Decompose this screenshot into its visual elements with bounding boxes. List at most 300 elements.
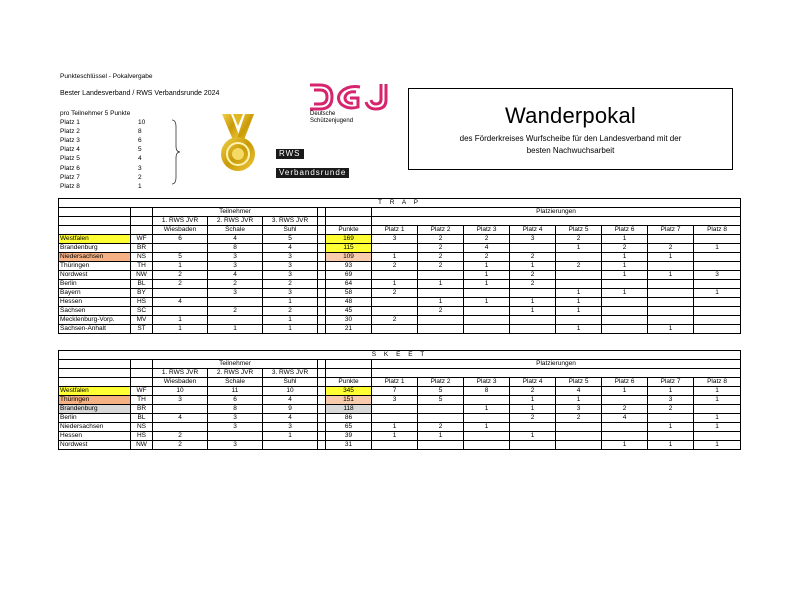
round-title: 3. RWS JVR [263, 369, 318, 378]
platz-count-cell: 3 [372, 235, 418, 244]
lv-code-cell: BY [131, 289, 153, 298]
platz-count-cell [648, 316, 694, 325]
round-participants-cell: 3 [263, 423, 318, 432]
spacer-cell [318, 298, 326, 307]
punkte-cell: 109 [326, 253, 372, 262]
punkte-header: Punkte [326, 226, 372, 235]
punkte-cell: 65 [326, 423, 372, 432]
punkte-cell: 30 [326, 316, 372, 325]
platz-header: Platz 3 [464, 226, 510, 235]
spacer-cell [318, 244, 326, 253]
gold-medal-icon [218, 112, 258, 174]
platz-count-cell [464, 414, 510, 423]
platz-count-cell: 1 [372, 432, 418, 441]
platz-header: Platz 6 [602, 226, 648, 235]
punkte-cell: 115 [326, 244, 372, 253]
landesverband-cell: Hessen [59, 298, 131, 307]
spacer-cell [318, 316, 326, 325]
platz-count-cell [510, 289, 556, 298]
trap-title: T R A P [59, 199, 741, 208]
platz-count-cell: 1 [418, 432, 464, 441]
platz-count-cell [694, 280, 741, 289]
platz-count-cell [648, 414, 694, 423]
round-participants-cell: 2 [153, 441, 208, 450]
platz-count-cell: 2 [556, 262, 602, 271]
punkte-cell: 21 [326, 325, 372, 334]
lv-code-cell: NW [131, 441, 153, 450]
landesverband-cell: Berlin [59, 280, 131, 289]
spacer-cell [318, 271, 326, 280]
punkte-cell: 86 [326, 414, 372, 423]
platz-header: Platz 7 [648, 378, 694, 387]
landesverband-cell: Bayern [59, 289, 131, 298]
platz-count-cell: 1 [694, 387, 741, 396]
points-intro: pro Teilnehmer 5 Punkte [60, 110, 131, 117]
table-row [59, 235, 741, 244]
platz-count-cell: 5 [418, 396, 464, 405]
table-row [59, 405, 741, 414]
platz-count-cell: 2 [510, 387, 556, 396]
platz-count-cell [510, 441, 556, 450]
platz-count-cell [418, 414, 464, 423]
platz-count-cell [602, 423, 648, 432]
round-participants-cell: 2 [263, 307, 318, 316]
round-place: Suhl [263, 226, 318, 235]
platz-count-cell [372, 325, 418, 334]
table-row [59, 271, 741, 280]
trap-table [58, 198, 741, 334]
skeet-platzierungen-header: Platzierungen [372, 360, 741, 369]
points-key-list [60, 109, 150, 191]
platz-count-cell: 2 [464, 253, 510, 262]
platz-count-cell [556, 271, 602, 280]
platz-count-cell: 1 [372, 253, 418, 262]
skeet-title: S K E E T [59, 351, 741, 360]
round-participants-cell: 2 [153, 432, 208, 441]
platz-count-cell: 2 [372, 262, 418, 271]
platz-count-cell [556, 441, 602, 450]
round-participants-cell: 3 [208, 414, 263, 423]
platz-count-cell: 1 [648, 441, 694, 450]
platz-count-cell [372, 271, 418, 280]
lv-code-cell: TH [131, 396, 153, 405]
points-row: Platz 4 5 [60, 146, 142, 154]
platz-count-cell: 3 [694, 271, 741, 280]
platz-count-cell: 2 [464, 235, 510, 244]
platz-count-cell: 2 [418, 235, 464, 244]
spacer-cell [318, 289, 326, 298]
round-participants-cell: 1 [263, 432, 318, 441]
platz-header: Platz 5 [556, 378, 602, 387]
platz-count-cell: 4 [602, 414, 648, 423]
round-participants-cell: 3 [208, 262, 263, 271]
punkte-cell: 169 [326, 235, 372, 244]
punkte-cell: 39 [326, 432, 372, 441]
table-row [59, 298, 741, 307]
platz-header: Platz 8 [694, 226, 741, 235]
round-participants-cell: 6 [208, 396, 263, 405]
platz-count-cell: 1 [602, 262, 648, 271]
landesverband-cell: Thüringen [59, 396, 131, 405]
platz-count-cell: 1 [602, 289, 648, 298]
platz-count-cell [556, 253, 602, 262]
round-participants-cell: 1 [263, 298, 318, 307]
platz-count-cell: 1 [510, 396, 556, 405]
platz-count-cell: 2 [418, 244, 464, 253]
platz-header: Platz 4 [510, 378, 556, 387]
platz-count-cell [464, 441, 510, 450]
platz-count-cell [694, 316, 741, 325]
landesverband-cell: Sachsen-Anhalt [59, 325, 131, 334]
platz-count-cell: 3 [372, 396, 418, 405]
landesverband-cell: Berlin [59, 414, 131, 423]
spacer-cell [318, 307, 326, 316]
platz-count-cell: 2 [648, 405, 694, 414]
round-participants-cell: 3 [263, 271, 318, 280]
platz-count-cell: 1 [464, 262, 510, 271]
round-participants-cell: 1 [153, 325, 208, 334]
pokal-title: Wanderpokal [504, 103, 636, 128]
lv-code-cell: TH [131, 262, 153, 271]
round-participants-cell: 2 [208, 280, 263, 289]
lv-code-cell: BR [131, 244, 153, 253]
platz-count-cell [510, 325, 556, 334]
round-place: Wiesbaden [153, 378, 208, 387]
round-participants-cell: 4 [263, 414, 318, 423]
rws-verbandsrunde-logo [276, 143, 349, 180]
table-row [59, 396, 741, 405]
lv-code-cell: ST [131, 325, 153, 334]
trap-table-body [59, 235, 741, 334]
platz-count-cell: 1 [602, 253, 648, 262]
round-participants-cell: 2 [153, 271, 208, 280]
skeet-table [58, 350, 741, 450]
punkte-cell: 151 [326, 396, 372, 405]
punkte-cell: 345 [326, 387, 372, 396]
lv-code-cell: NW [131, 271, 153, 280]
round-participants-cell: 4 [208, 235, 263, 244]
spacer-cell [318, 405, 326, 414]
platz-count-cell [602, 432, 648, 441]
round-participants-cell: 1 [208, 325, 263, 334]
platz-header: Platz 7 [648, 226, 694, 235]
round-title: 2. RWS JVR [208, 369, 263, 378]
platz-count-cell [694, 325, 741, 334]
platz-count-cell: 1 [418, 280, 464, 289]
platz-count-cell [372, 441, 418, 450]
platz-count-cell: 2 [602, 405, 648, 414]
platz-count-cell [556, 316, 602, 325]
platz-count-cell [602, 280, 648, 289]
table-row [59, 325, 741, 334]
platz-count-cell: 4 [556, 387, 602, 396]
platz-count-cell [694, 307, 741, 316]
platz-count-cell: 1 [510, 405, 556, 414]
platz-count-cell [464, 325, 510, 334]
table-row [59, 289, 741, 298]
table-row [59, 262, 741, 271]
spacer-cell [318, 414, 326, 423]
platz-count-cell: 1 [510, 307, 556, 316]
punkte-cell: 118 [326, 405, 372, 414]
round-participants-cell: 3 [263, 289, 318, 298]
platz-count-cell: 1 [464, 271, 510, 280]
platz-count-cell [418, 289, 464, 298]
round-participants-cell: 5 [263, 235, 318, 244]
platz-count-cell: 1 [556, 298, 602, 307]
lv-code-cell: WF [131, 387, 153, 396]
platz-count-cell [510, 244, 556, 253]
platz-count-cell: 1 [464, 423, 510, 432]
round-participants-cell [153, 307, 208, 316]
landesverband-cell: Thüringen [59, 262, 131, 271]
platz-count-cell: 1 [556, 244, 602, 253]
platz-count-cell [372, 405, 418, 414]
round-participants-cell: 1 [263, 325, 318, 334]
table-row [59, 253, 741, 262]
platz-count-cell [510, 423, 556, 432]
verbandsrunde-tag: Verbandsrunde [276, 168, 349, 178]
platz-count-cell: 1 [510, 262, 556, 271]
platz-count-cell [372, 414, 418, 423]
platz-count-cell: 1 [372, 280, 418, 289]
platz-count-cell: 2 [602, 244, 648, 253]
round-participants-cell: 4 [208, 271, 263, 280]
platz-count-cell [556, 280, 602, 289]
spacer-cell [318, 262, 326, 271]
spacer-cell [318, 280, 326, 289]
lv-code-cell: BL [131, 414, 153, 423]
round-place: Suhl [263, 378, 318, 387]
dsj-caption: Deutsche Schützenjugend [310, 111, 354, 124]
platz-count-cell [602, 307, 648, 316]
spacer-cell [318, 253, 326, 262]
round-title: 1. RWS JVR [153, 217, 208, 226]
points-row: Platz 2 8 [60, 128, 142, 136]
platz-count-cell [418, 316, 464, 325]
platz-count-cell: 1 [464, 298, 510, 307]
platz-header: Platz 1 [372, 378, 418, 387]
landesverband-cell: Nordwest [59, 271, 131, 280]
platz-count-cell: 1 [556, 307, 602, 316]
platz-count-cell [464, 432, 510, 441]
platz-count-cell: 1 [418, 298, 464, 307]
platz-count-cell: 2 [510, 271, 556, 280]
round-participants-cell: 3 [263, 262, 318, 271]
round-participants-cell: 4 [263, 244, 318, 253]
punkte-cell: 58 [326, 289, 372, 298]
round-participants-cell [263, 441, 318, 450]
lv-code-cell: NS [131, 423, 153, 432]
round-participants-cell [153, 423, 208, 432]
platz-count-cell: 5 [418, 387, 464, 396]
round-title: 2. RWS JVR [208, 217, 263, 226]
platz-count-cell [648, 235, 694, 244]
spacer-cell [318, 423, 326, 432]
landesverband-cell: Westfalen [59, 387, 131, 396]
round-participants-cell: 2 [208, 307, 263, 316]
round-participants-cell: 8 [208, 405, 263, 414]
platz-count-cell [510, 316, 556, 325]
trap-teilnehmer-header: Teilnehmer [153, 208, 318, 217]
platz-count-cell: 1 [464, 280, 510, 289]
platz-count-cell: 1 [694, 396, 741, 405]
spacer-cell [318, 396, 326, 405]
landesverband-cell: Niedersachsen [59, 423, 131, 432]
punkte-cell: 64 [326, 280, 372, 289]
platz-count-cell: 2 [418, 423, 464, 432]
landesverband-cell: Hessen [59, 432, 131, 441]
platz-header: Platz 2 [418, 226, 464, 235]
rws-tag: RWS [276, 149, 304, 159]
skeet-table-body [59, 387, 741, 450]
platz-count-cell: 2 [556, 235, 602, 244]
platz-count-cell: 2 [510, 414, 556, 423]
platz-count-cell: 1 [648, 271, 694, 280]
round-participants-cell: 3 [263, 253, 318, 262]
platz-count-cell [556, 432, 602, 441]
platz-header: Platz 3 [464, 378, 510, 387]
platz-count-cell [694, 235, 741, 244]
platz-count-cell: 1 [648, 253, 694, 262]
platz-count-cell: 1 [510, 298, 556, 307]
platz-count-cell: 4 [464, 244, 510, 253]
platz-count-cell: 1 [602, 387, 648, 396]
platz-count-cell [418, 271, 464, 280]
spacer-cell [318, 387, 326, 396]
round-participants-cell: 3 [208, 441, 263, 450]
platz-count-cell: 1 [694, 289, 741, 298]
punkte-cell: 48 [326, 298, 372, 307]
round-participants-cell [153, 244, 208, 253]
platz-count-cell [464, 289, 510, 298]
platz-header: Platz 2 [418, 378, 464, 387]
platz-count-cell: 1 [556, 325, 602, 334]
round-participants-cell: 11 [208, 387, 263, 396]
table-row [59, 432, 741, 441]
platz-count-cell: 1 [602, 235, 648, 244]
table-row [59, 316, 741, 325]
round-participants-cell: 3 [208, 253, 263, 262]
platz-count-cell [464, 396, 510, 405]
platz-count-cell [648, 298, 694, 307]
platz-header: Platz 4 [510, 226, 556, 235]
platz-count-cell: 3 [556, 405, 602, 414]
round-participants-cell [153, 289, 208, 298]
round-participants-cell: 3 [208, 289, 263, 298]
table-row [59, 244, 741, 253]
platz-count-cell [464, 316, 510, 325]
table-row [59, 280, 741, 289]
spacer-cell [318, 432, 326, 441]
platz-count-cell: 1 [556, 289, 602, 298]
platz-count-cell [648, 307, 694, 316]
platz-count-cell: 1 [510, 432, 556, 441]
round-participants-cell: 3 [208, 423, 263, 432]
landesverband-cell: Niedersachsen [59, 253, 131, 262]
spacer-cell [318, 325, 326, 334]
platz-count-cell [602, 298, 648, 307]
round-participants-cell: 10 [153, 387, 208, 396]
table-row [59, 387, 741, 396]
platz-header: Platz 1 [372, 226, 418, 235]
platz-count-cell: 1 [602, 271, 648, 280]
platz-count-cell [464, 307, 510, 316]
platz-count-cell: 7 [372, 387, 418, 396]
round-participants-cell: 5 [153, 253, 208, 262]
platz-count-cell: 1 [372, 423, 418, 432]
round-place: Wiesbaden [153, 226, 208, 235]
platz-header: Platz 6 [602, 378, 648, 387]
platz-count-cell [648, 280, 694, 289]
round-participants-cell: 6 [153, 235, 208, 244]
landesverband-cell: Nordwest [59, 441, 131, 450]
landesverband-cell: Mecklenburg-Vorp. [59, 316, 131, 325]
platz-count-cell [694, 262, 741, 271]
lv-code-cell: BL [131, 280, 153, 289]
spacer-cell [318, 235, 326, 244]
platz-count-cell: 2 [418, 262, 464, 271]
points-row: Platz 6 3 [60, 164, 142, 172]
round-participants-cell: 9 [263, 405, 318, 414]
platz-count-cell: 1 [648, 387, 694, 396]
round-participants-cell: 1 [263, 316, 318, 325]
dsj-logo-icon [308, 82, 394, 112]
table-row [59, 423, 741, 432]
round-participants-cell [153, 405, 208, 414]
platz-count-cell: 2 [510, 280, 556, 289]
platz-count-cell: 2 [372, 316, 418, 325]
platz-count-cell: 3 [510, 235, 556, 244]
platz-count-cell: 1 [556, 396, 602, 405]
lv-code-cell: HS [131, 432, 153, 441]
platz-count-cell [418, 325, 464, 334]
platz-count-cell [694, 298, 741, 307]
table-row [59, 441, 741, 450]
table-row [59, 414, 741, 423]
round-participants-cell: 4 [153, 414, 208, 423]
platz-count-cell: 1 [694, 414, 741, 423]
round-participants-cell: 10 [263, 387, 318, 396]
landesverband-cell: Brandenburg [59, 244, 131, 253]
points-row: Platz 5 4 [60, 155, 142, 163]
punkte-cell: 69 [326, 271, 372, 280]
skeet-teilnehmer-header: Teilnehmer [153, 360, 318, 369]
platz-count-cell [418, 405, 464, 414]
landesverband-cell: Brandenburg [59, 405, 131, 414]
round-participants-cell [208, 316, 263, 325]
platz-count-cell: 2 [510, 253, 556, 262]
round-participants-cell: 2 [153, 280, 208, 289]
document-key-title: Punkteschlüssel - Pokalvergabe [60, 73, 153, 80]
platz-count-cell: 1 [464, 405, 510, 414]
round-title: 3. RWS JVR [263, 217, 318, 226]
round-place: Schale [208, 226, 263, 235]
platz-header: Platz 5 [556, 226, 602, 235]
platz-count-cell [648, 432, 694, 441]
platz-count-cell: 2 [648, 244, 694, 253]
round-participants-cell [208, 298, 263, 307]
platz-count-cell: 3 [648, 396, 694, 405]
platz-count-cell [418, 441, 464, 450]
punkte-cell: 45 [326, 307, 372, 316]
points-row: Platz 3 6 [60, 137, 142, 145]
platz-count-cell: 1 [648, 423, 694, 432]
lv-code-cell: MV [131, 316, 153, 325]
landesverband-cell: Westfalen [59, 235, 131, 244]
lv-code-cell: SC [131, 307, 153, 316]
pokal-description: des Förderkreises Wurfscheibe für den Landesverband mit der besten Nachwuchsarbeit [459, 134, 682, 155]
